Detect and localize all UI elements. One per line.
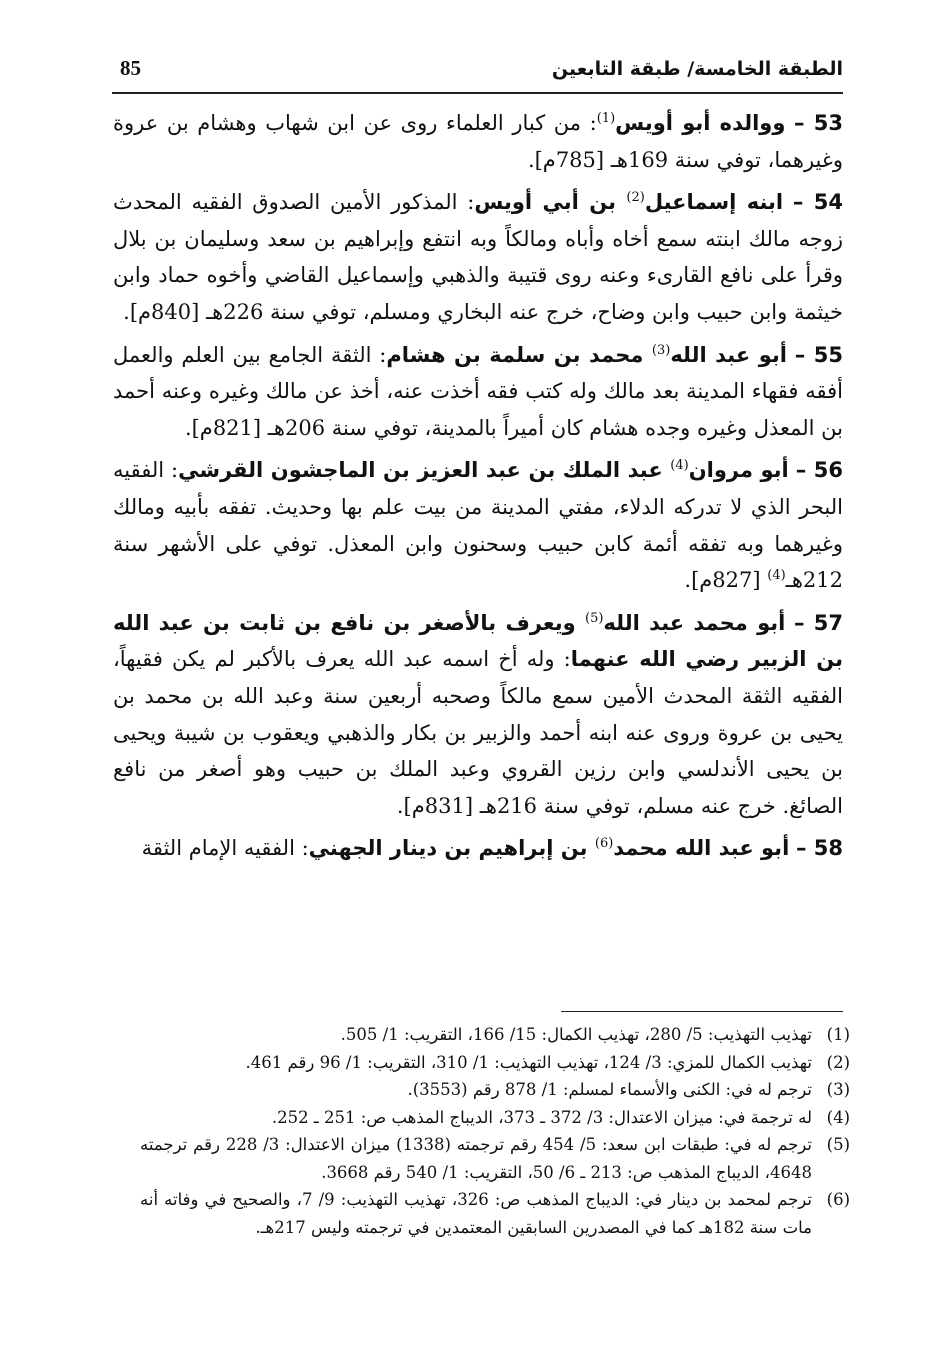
entry-number: 58 – — [795, 836, 843, 861]
footnote-ref: (3) — [651, 342, 671, 358]
entry-number: 57 – — [793, 610, 843, 635]
entry-number: 56 – — [795, 458, 843, 483]
page-number: 85 — [120, 56, 141, 80]
running-title: الطبقة الخامسة/ طبقة التابعين — [551, 58, 843, 80]
entry-text: : وله أخ اسمه عبد الله يعرف بالأكبر لم يكن فقيهاً، الفقيه الثقة المحدث الأمين سمع مالكاً وصحبه أربعين سنة وعبد الله بن محمد بن يحيى بن عروة وروى عنه ابنه أحمد والزبير بن بكار والذهبي ويعقوب بن شيبة ويحيى بن يحيى الأندلسي وابن رزين القروي وعبد الملك بن حبيب وهو أصغر من نافع الصائغ. خرج عنه مسلم، توفي سنة 216هـ [831م]. — [113, 647, 843, 818]
entry-55 — [113, 337, 843, 447]
entry-text: : الفقيه الإمام الثقة — [141, 836, 309, 861]
entry-name-cont: عبد الملك بن عبد العزيز بن الماجشون القرشي — [178, 458, 671, 483]
entry-53 — [113, 105, 843, 178]
entry-54 — [113, 184, 843, 330]
footnote-number: (6) — [826, 1190, 850, 1209]
footnote-2 — [140, 1049, 850, 1077]
footnote-3 — [140, 1076, 850, 1104]
footnote-5 — [140, 1131, 850, 1186]
entry-name: أبو عبد الله — [670, 342, 787, 367]
entry-name: ابنه إسماعيل — [644, 190, 784, 215]
footnote-number: (3) — [826, 1080, 850, 1099]
footnote-ref-inline: (4) — [767, 568, 786, 584]
entry-number: 53 – — [794, 111, 843, 135]
footnote-separator — [561, 1011, 843, 1012]
footnote-text: ترجم له في: الكنى والأسماء لمسلم: 1/ 878 رقم (3553). — [407, 1080, 812, 1099]
entry-number: 55 – — [794, 342, 844, 367]
footnote-ref: (5) — [584, 610, 604, 626]
footnote-text: ترجم لمحمد بن دينار في: الديباج المذهب ص: 326، تهذيب التهذيب: 9/ 7، والصحيح في وفاته أنه مات سنة 182هـ كما في المصدرين السابقين المعتمدين في ترجمته وليس 217هـ. — [140, 1190, 812, 1237]
entry-text: : الفقيه البحر الذي لا تدركه الدلاء، مفتي المدينة من بيت علم بها وحديث. تفقه بأبيه ومالك وغيرهما وبه تفقه أئمة كابن حبيب وسحنون وابن المعذل. توفي على الأشهر سنة 212هـ — [113, 458, 843, 593]
entry-56 — [113, 452, 843, 598]
entry-name-cont: محمد بن سلمة بن هشام — [386, 342, 652, 367]
footnotes — [140, 1021, 850, 1241]
footnote-ref: (2) — [626, 190, 645, 206]
footnote-ref: (6) — [594, 836, 614, 852]
footnote-text: ترجم له في: طبقات ابن سعد: 5/ 454 رقم ترجمته (1338) ميزان الاعتدال: 3/ 228 رقم ترجمته 4648، الديباج المذهب ص: 213 ـ 6/ 50، التقريب: 1/ 540 رقم 3668. — [140, 1135, 813, 1182]
entry-text: : من كبار العلماء روى عن ابن شهاب وهشام بن عروة وغيرهما، توفي سنة 169هـ [785م]. — [113, 111, 843, 172]
entry-57 — [113, 605, 843, 825]
entry-58 — [113, 830, 843, 867]
footnote-ref: (1) — [596, 111, 616, 126]
footnote-ref: (4) — [670, 458, 689, 474]
entry-text-end: [827م]. — [684, 568, 768, 593]
footnote-text: تهذيب الكمال للمزي: 3/ 124، تهذيب التهذيب: 1/ 310، التقريب: 1/ 96 رقم 461. — [245, 1052, 812, 1072]
page-header — [112, 52, 843, 94]
entry-number: 54 – — [792, 190, 844, 215]
entry-text: : الثقة الجامع بين العلم والعمل أفقه فقهاء المدينة بعد مالك وله كتب فقه أخذت عنه، أخذ عن مالك وغيره وعنه أحمد بن المعذل وغيره وجده هشام كان أميراً بالمدينة، توفي سنة 206هـ [821م]. — [113, 342, 843, 440]
footnote-text: تهذيب التهذيب: 5/ 280، تهذيب الكمال: 15/ 166، التقريب: 1/ 505. — [340, 1025, 812, 1044]
entry-name-cont: ويعرف بالأصغر بن نافع بن ثابت بن عبد الله بن الزبير رضي الله عنهما — [113, 610, 844, 672]
footnote-number: (5) — [826, 1135, 850, 1154]
footnote-number: (1) — [826, 1025, 850, 1044]
footnote-number: (2) — [826, 1052, 850, 1072]
footnote-4 — [140, 1104, 850, 1132]
footnote-1 — [140, 1021, 850, 1049]
entry-name: ووالده أبو أويس — [615, 111, 786, 135]
entry-text: : المذكور الأمين الصدوق الفقيه المحدث زوجه مالك ابنته سمع أخاه وأباه ومالكاً وبه انتفع وإبراهيم بن سعد وسليمان بن بلال وقرأ على نافع القارىء وعنه روى قتيبة والذهبي وإسماعيل القاضي وأخوه حماد وابن خيثمة وابن حبيب وابن وضاح، خرج عنه البخاري ومسلم، توفي سنة 226هـ [840م]. — [113, 190, 843, 324]
entry-name-cont: بن إبراهيم بن دينار الجهني — [308, 836, 595, 861]
entry-name: أبو مروان — [688, 458, 789, 483]
entry-name: أبو عبد الله محمد — [613, 836, 790, 861]
footnote-6 — [140, 1186, 850, 1241]
footnote-text: له ترجمة في: ميزان الاعتدال: 3/ 372 ـ 373، الديباج المذهب ص: 251 ـ 252. — [271, 1107, 812, 1127]
footnote-number: (4) — [826, 1107, 850, 1127]
entry-name-cont: بن أبي أويس — [474, 190, 627, 215]
entry-name: أبو محمد عبد الله — [603, 610, 786, 635]
main-text — [113, 105, 843, 873]
